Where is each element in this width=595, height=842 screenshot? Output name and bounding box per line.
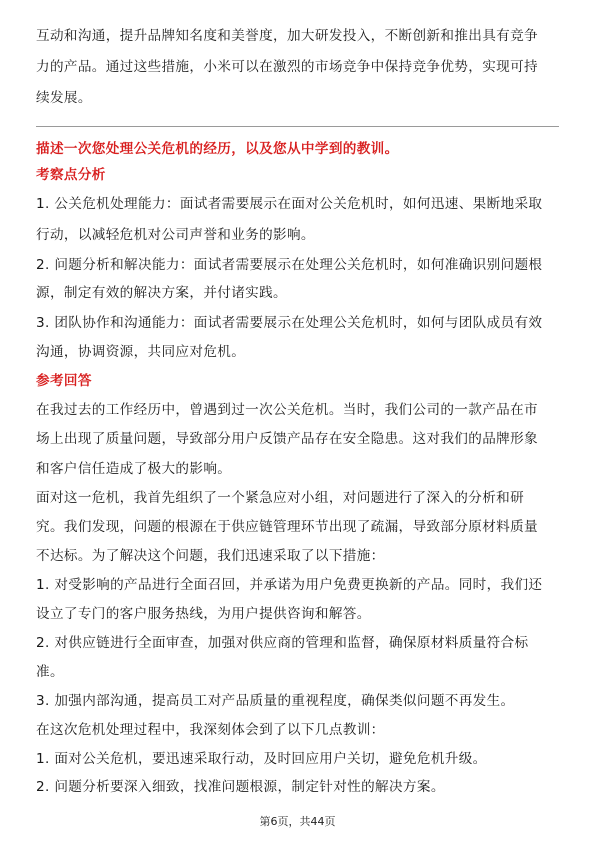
answer-line: 设立了专门的客户服务热线，为用户提供咨询和解答。 bbox=[36, 606, 371, 622]
answer-line: 究。我们发现，问题的根源在于供应链管理环节出现了疏漏，导致部分原材料质量 bbox=[36, 519, 538, 535]
answer-line: 和客户信任造成了极大的影响。 bbox=[36, 461, 232, 477]
question-title: 描述一次您处理公关危机的经历，以及您从中学到的教训。 bbox=[36, 141, 399, 157]
answer-line: 在这次危机处理过程中，我深刻体会到了以下几点教训： bbox=[36, 722, 385, 738]
section-divider bbox=[36, 126, 559, 127]
analysis-line: 2. 问题分析和解决能力：面试者需要展示在处理公关危机时，如何准确识别问题根 bbox=[36, 257, 543, 273]
analysis-heading: 考察点分析 bbox=[36, 167, 106, 183]
analysis-line: 行动，以减轻危机对公司声誉和业务的影响。 bbox=[36, 227, 315, 243]
answer-line: 1. 对受影响的产品进行全面召回，并承诺为用户免费更换新的产品。同时，我们还 bbox=[36, 577, 543, 593]
answer-line: 2. 问题分析要深入细致，找准问题根源，制定针对性的解决方案。 bbox=[36, 779, 445, 795]
answer-line: 面对这一危机，我首先组织了一个紧急应对小组，对问题进行了深入的分析和研 bbox=[36, 490, 525, 506]
analysis-line: 1. 公关危机处理能力：面试者需要展示在面对公关危机时，如何迅速、果断地采取 bbox=[36, 196, 543, 212]
analysis-line: 源，制定有效的解决方案，并付诸实践。 bbox=[36, 285, 287, 301]
answer-line: 场上出现了质量问题，导致部分用户反馈产品存在安全隐患。这对我们的品牌形象 bbox=[36, 431, 538, 447]
answer-heading: 参考回答 bbox=[36, 373, 92, 389]
answer-line: 在我过去的工作经历中，曾遇到过一次公关危机。当时，我们公司的一款产品在市 bbox=[36, 402, 538, 418]
analysis-line: 沟通，协调资源，共同应对危机。 bbox=[36, 344, 246, 360]
intro-line: 互动和沟通，提升品牌知名度和美誉度，加大研发投入，不断创新和推出具有竞争 bbox=[36, 28, 538, 44]
intro-line: 力的产品。通过这些措施，小米可以在激烈的市场竞争中保持竞争优势，实现可持 bbox=[36, 59, 538, 75]
answer-line: 不达标。为了解决这个问题，我们迅速采取了以下措施： bbox=[36, 548, 385, 564]
answer-line: 2. 对供应链进行全面审查，加强对供应商的管理和监督，确保原材料质量符合标 bbox=[36, 635, 529, 651]
answer-line: 3. 加强内部沟通，提高员工对产品质量的重视程度，确保类似问题不再发生。 bbox=[36, 693, 515, 709]
page-number: 第6页，共44页 bbox=[259, 815, 336, 828]
analysis-line: 3. 团队协作和沟通能力：面试者需要展示在处理公关危机时，如何与团队成员有效 bbox=[36, 315, 543, 331]
answer-line: 1. 面对公关危机，要迅速采取行动，及时回应用户关切，避免危机升级。 bbox=[36, 751, 487, 767]
answer-line: 准。 bbox=[36, 664, 64, 680]
intro-line: 续发展。 bbox=[36, 90, 92, 106]
